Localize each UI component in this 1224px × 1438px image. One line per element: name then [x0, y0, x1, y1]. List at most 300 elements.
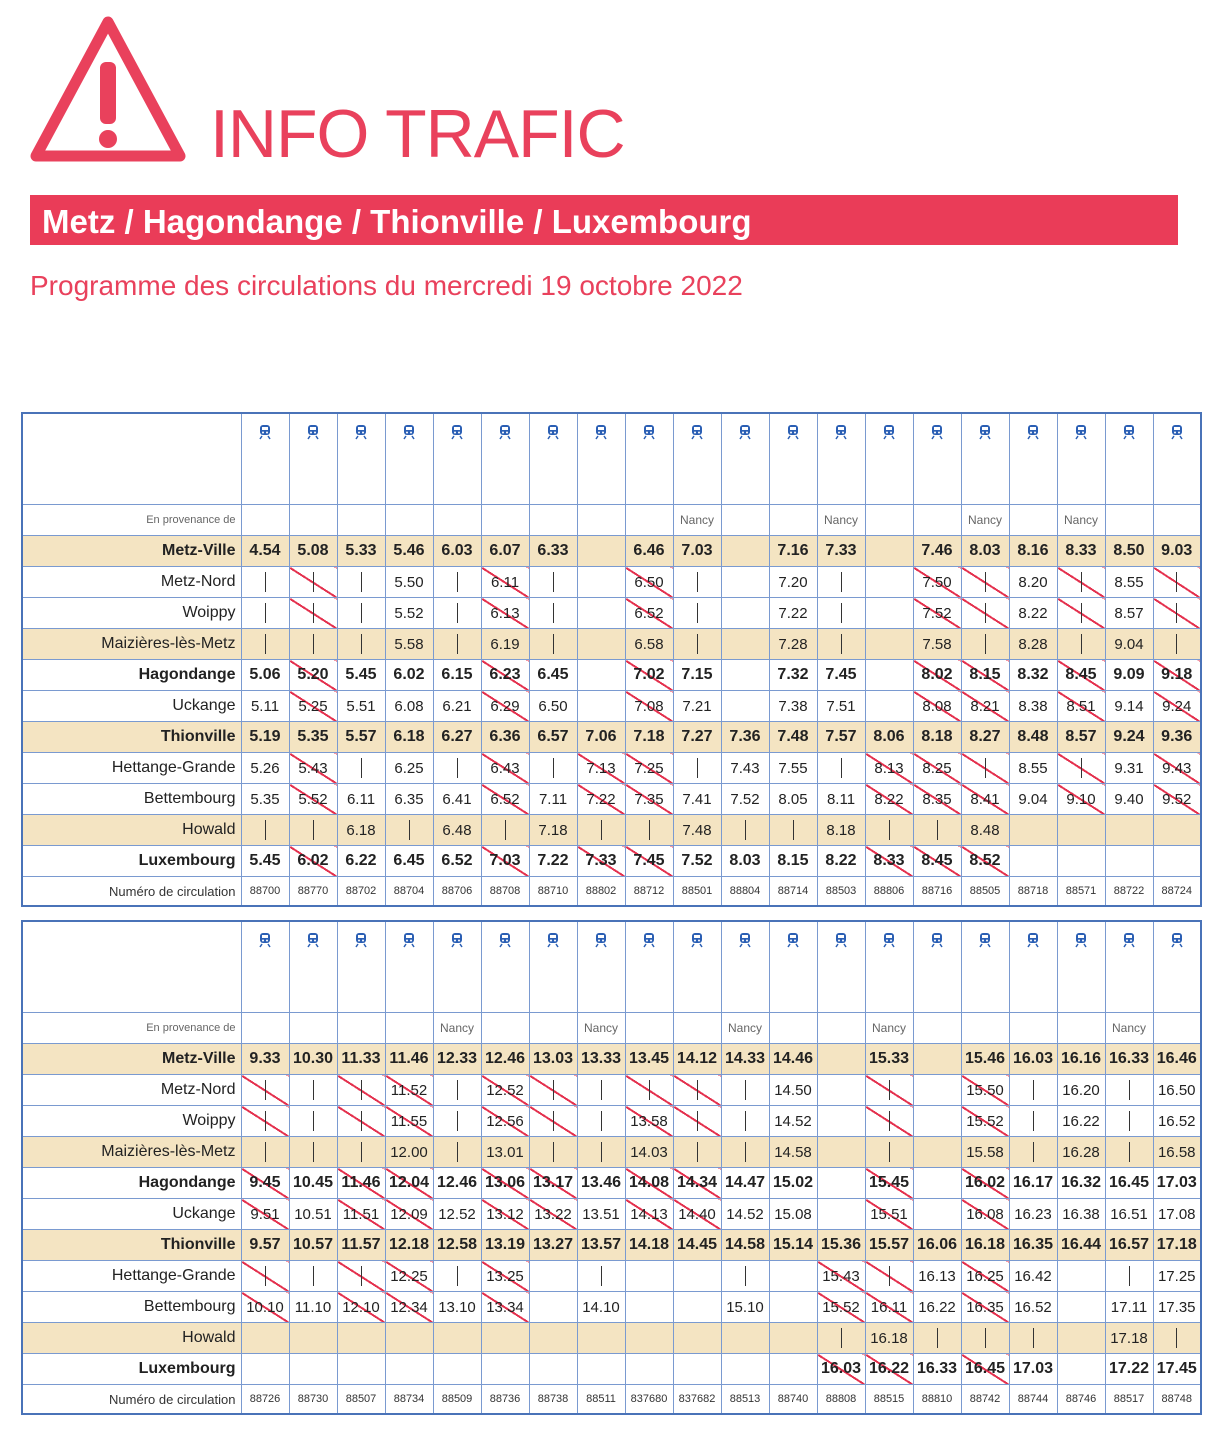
time-cell: 11.52	[385, 1075, 433, 1106]
pass-through-mark	[553, 758, 554, 778]
time-cell	[1057, 846, 1105, 877]
time-cell: 7.03	[481, 846, 529, 877]
time-cell: 6.08	[385, 691, 433, 722]
time-cell	[817, 598, 865, 629]
time-cell: 9.24	[1153, 691, 1201, 722]
time-cell: 7.36	[721, 722, 769, 753]
time-cell	[769, 1323, 817, 1354]
pass-through-mark	[1033, 1111, 1034, 1131]
time-cell: 5.52	[385, 598, 433, 629]
train-icon-cell	[385, 413, 433, 505]
pass-through-mark	[505, 820, 506, 840]
time-cell: 5.51	[337, 691, 385, 722]
time-cell	[433, 598, 481, 629]
pass-through-mark	[1081, 603, 1082, 623]
train-number-cell: 88710	[529, 877, 577, 907]
time-cell	[1105, 1137, 1153, 1168]
pass-through-mark	[265, 1142, 266, 1162]
time-cell	[673, 753, 721, 784]
station-row	[22, 629, 1201, 660]
train-icon	[258, 424, 272, 440]
train-icon-row	[22, 921, 1201, 1013]
station-row	[22, 1292, 1201, 1323]
time-cell: 14.45	[673, 1230, 721, 1261]
train-icon	[738, 424, 752, 440]
time-cell	[289, 1075, 337, 1106]
time-cell	[673, 1075, 721, 1106]
time-cell: 9.04	[1105, 629, 1153, 660]
time-cell: 13.22	[529, 1199, 577, 1230]
pass-through-mark	[889, 1080, 890, 1100]
time-cell: 7.21	[673, 691, 721, 722]
time-cell: 16.35	[1009, 1230, 1057, 1261]
train-number-cell: 88505	[961, 877, 1009, 907]
station-name: Hagondange	[22, 1168, 241, 1199]
train-icon	[1074, 424, 1088, 440]
time-cell: 13.10	[433, 1292, 481, 1323]
pass-through-mark	[889, 820, 890, 840]
provenance-cell	[1105, 505, 1153, 536]
pass-through-mark	[841, 572, 842, 592]
time-cell: 14.47	[721, 1168, 769, 1199]
time-cell	[1009, 846, 1057, 877]
pass-through-mark	[1176, 634, 1177, 654]
time-cell: 12.00	[385, 1137, 433, 1168]
time-cell: 5.45	[337, 660, 385, 691]
provenance-cell	[1009, 505, 1057, 536]
train-icon-cell	[961, 413, 1009, 505]
time-cell	[289, 1354, 337, 1385]
timetable-afternoon	[21, 920, 1202, 1415]
train-number-label: Numéro de circulation	[22, 877, 241, 907]
time-cell: 17.03	[1153, 1168, 1201, 1199]
provenance-cell: Nancy	[865, 1013, 913, 1044]
time-cell: 8.27	[961, 722, 1009, 753]
time-cell: 9.51	[241, 1199, 289, 1230]
time-cell	[337, 1354, 385, 1385]
train-number-cell: 88716	[913, 877, 961, 907]
train-icon	[498, 424, 512, 440]
time-cell	[337, 598, 385, 629]
time-cell: 6.52	[625, 598, 673, 629]
train-number-cell: 837680	[625, 1385, 673, 1415]
time-cell: 16.02	[961, 1168, 1009, 1199]
pass-through-mark	[697, 572, 698, 592]
train-number-cell: 88517	[1105, 1385, 1153, 1415]
time-cell: 6.29	[481, 691, 529, 722]
time-cell	[481, 815, 529, 846]
provenance-cell	[1009, 1013, 1057, 1044]
train-icon	[306, 932, 320, 948]
time-cell: 7.22	[577, 784, 625, 815]
time-cell	[1057, 815, 1105, 846]
pass-through-mark	[889, 1266, 890, 1286]
time-cell: 9.04	[1009, 784, 1057, 815]
time-cell: 12.10	[337, 1292, 385, 1323]
station-name: Bettembourg	[22, 784, 241, 815]
train-icon-cell	[1009, 921, 1057, 1013]
pass-through-mark	[745, 1142, 746, 1162]
time-cell	[577, 1354, 625, 1385]
time-cell: 5.33	[337, 536, 385, 567]
station-row	[22, 784, 1201, 815]
time-cell	[721, 691, 769, 722]
time-cell: 15.58	[961, 1137, 1009, 1168]
time-cell: 14.46	[769, 1044, 817, 1075]
time-cell	[481, 1354, 529, 1385]
time-cell: 6.57	[529, 722, 577, 753]
pass-through-mark	[697, 1142, 698, 1162]
time-cell: 9.45	[241, 1168, 289, 1199]
pass-through-mark	[265, 1080, 266, 1100]
time-cell	[817, 1075, 865, 1106]
time-cell: 16.44	[1057, 1230, 1105, 1261]
time-cell: 8.03	[721, 846, 769, 877]
station-row	[22, 1075, 1201, 1106]
pass-through-mark	[1129, 1142, 1130, 1162]
pass-through-mark	[745, 1111, 746, 1131]
time-cell	[625, 1323, 673, 1354]
time-cell	[1057, 629, 1105, 660]
time-cell: 6.41	[433, 784, 481, 815]
time-cell	[1009, 1106, 1057, 1137]
train-icon-cell	[289, 413, 337, 505]
pass-through-mark	[985, 603, 986, 623]
header-spacer	[22, 921, 241, 1013]
time-cell: 13.06	[481, 1168, 529, 1199]
train-icon-cell	[433, 921, 481, 1013]
train-icon	[450, 932, 464, 948]
pass-through-mark	[889, 1142, 890, 1162]
time-cell	[241, 1106, 289, 1137]
time-cell: 13.33	[577, 1044, 625, 1075]
train-number-cell: 88726	[241, 1385, 289, 1415]
pass-through-mark	[457, 758, 458, 778]
time-cell: 9.14	[1105, 691, 1153, 722]
station-row	[22, 1168, 1201, 1199]
time-cell	[817, 1106, 865, 1137]
time-cell	[529, 1075, 577, 1106]
provenance-cell	[817, 1013, 865, 1044]
time-cell	[625, 1261, 673, 1292]
train-icon	[306, 424, 320, 440]
train-icon	[1074, 932, 1088, 948]
time-cell	[625, 1354, 673, 1385]
time-cell: 8.38	[1009, 691, 1057, 722]
time-cell	[721, 1137, 769, 1168]
time-cell: 17.22	[1105, 1354, 1153, 1385]
train-icon-cell	[1105, 921, 1153, 1013]
time-cell	[961, 567, 1009, 598]
train-icon	[690, 424, 704, 440]
pass-through-mark	[697, 634, 698, 654]
time-cell	[721, 598, 769, 629]
time-cell	[337, 1075, 385, 1106]
time-cell	[241, 598, 289, 629]
pass-through-mark	[1033, 1080, 1034, 1100]
time-cell	[1105, 1075, 1153, 1106]
time-cell: 9.52	[1153, 784, 1201, 815]
train-icon-cell	[817, 413, 865, 505]
time-cell	[433, 1106, 481, 1137]
pass-through-mark	[553, 1080, 554, 1100]
time-cell: 6.18	[385, 722, 433, 753]
time-cell: 17.35	[1153, 1292, 1201, 1323]
train-icon-cell	[529, 413, 577, 505]
train-icon	[354, 424, 368, 440]
provenance-cell	[577, 505, 625, 536]
time-cell: 8.32	[1009, 660, 1057, 691]
time-cell: 11.46	[337, 1168, 385, 1199]
time-cell	[673, 1354, 721, 1385]
train-number-cell: 88501	[673, 877, 721, 907]
time-cell	[817, 753, 865, 784]
time-cell	[289, 629, 337, 660]
pass-through-mark	[313, 572, 314, 592]
time-cell: 16.50	[1153, 1075, 1201, 1106]
time-cell	[529, 1292, 577, 1323]
time-cell	[769, 1261, 817, 1292]
time-cell: 15.36	[817, 1230, 865, 1261]
time-cell	[529, 1106, 577, 1137]
pass-through-mark	[937, 820, 938, 840]
provenance-cell: Nancy	[577, 1013, 625, 1044]
time-cell: 8.11	[817, 784, 865, 815]
train-icon	[594, 932, 608, 948]
train-number-cell: 88804	[721, 877, 769, 907]
pass-through-mark	[265, 1111, 266, 1131]
time-cell: 17.25	[1153, 1261, 1201, 1292]
time-cell	[1057, 1323, 1105, 1354]
train-icon-cell	[529, 921, 577, 1013]
provenance-cell	[529, 1013, 577, 1044]
time-cell	[961, 598, 1009, 629]
pass-through-mark	[457, 1080, 458, 1100]
time-cell: 8.45	[1057, 660, 1105, 691]
train-icon-cell	[385, 921, 433, 1013]
time-cell	[1057, 567, 1105, 598]
pass-through-mark	[745, 1080, 746, 1100]
train-icon-cell	[289, 921, 337, 1013]
time-cell	[433, 1323, 481, 1354]
train-number-cell: 88513	[721, 1385, 769, 1415]
time-cell: 11.10	[289, 1292, 337, 1323]
provenance-cell	[1153, 505, 1201, 536]
time-cell: 16.18	[961, 1230, 1009, 1261]
train-number-cell: 88511	[577, 1385, 625, 1415]
time-cell	[961, 753, 1009, 784]
pass-through-mark	[265, 634, 266, 654]
provenance-cell	[241, 505, 289, 536]
train-icon	[1170, 424, 1184, 440]
time-cell: 8.15	[961, 660, 1009, 691]
train-icon-cell	[577, 413, 625, 505]
time-cell	[337, 1261, 385, 1292]
pass-through-mark	[457, 603, 458, 623]
time-cell	[817, 567, 865, 598]
train-icon-cell	[625, 413, 673, 505]
time-cell: 16.20	[1057, 1075, 1105, 1106]
time-cell: 16.51	[1105, 1199, 1153, 1230]
time-cell: 6.02	[385, 660, 433, 691]
time-cell	[433, 567, 481, 598]
time-cell: 8.03	[961, 536, 1009, 567]
time-cell	[1057, 1292, 1105, 1323]
time-cell: 8.55	[1105, 567, 1153, 598]
time-cell	[577, 1106, 625, 1137]
time-cell	[865, 660, 913, 691]
time-cell	[625, 815, 673, 846]
time-cell: 5.35	[289, 722, 337, 753]
train-icon	[786, 932, 800, 948]
time-cell	[433, 753, 481, 784]
pass-through-mark	[1129, 1266, 1130, 1286]
station-name: Maizières-lès-Metz	[22, 1137, 241, 1168]
pass-through-mark	[361, 1142, 362, 1162]
time-cell	[913, 1168, 961, 1199]
time-cell	[1057, 753, 1105, 784]
train-number-cell: 88704	[385, 877, 433, 907]
time-cell: 15.52	[961, 1106, 1009, 1137]
time-cell	[1057, 598, 1105, 629]
station-name: Thionville	[22, 722, 241, 753]
train-number-cell: 88738	[529, 1385, 577, 1415]
time-cell	[433, 1075, 481, 1106]
station-row	[22, 846, 1201, 877]
time-cell: 9.57	[241, 1230, 289, 1261]
time-cell: 13.58	[625, 1106, 673, 1137]
train-icon	[354, 932, 368, 948]
train-number-cell: 88571	[1057, 877, 1105, 907]
train-icon	[834, 424, 848, 440]
time-cell: 7.22	[529, 846, 577, 877]
time-cell: 9.40	[1105, 784, 1153, 815]
time-cell: 5.25	[289, 691, 337, 722]
time-cell: 6.50	[625, 567, 673, 598]
time-cell: 9.10	[1057, 784, 1105, 815]
time-cell: 8.05	[769, 784, 817, 815]
train-icon-cell	[241, 921, 289, 1013]
pass-through-mark	[361, 758, 362, 778]
time-cell	[577, 691, 625, 722]
time-cell	[817, 1199, 865, 1230]
time-cell	[961, 1323, 1009, 1354]
time-cell: 16.16	[1057, 1044, 1105, 1075]
time-cell	[673, 1261, 721, 1292]
station-row	[22, 1137, 1201, 1168]
time-cell: 7.32	[769, 660, 817, 691]
time-cell: 7.03	[673, 536, 721, 567]
train-icon-cell	[577, 921, 625, 1013]
time-cell	[865, 1261, 913, 1292]
time-cell	[673, 598, 721, 629]
time-cell: 9.43	[1153, 753, 1201, 784]
time-cell: 8.21	[961, 691, 1009, 722]
provenance-cell	[385, 505, 433, 536]
time-cell: 12.34	[385, 1292, 433, 1323]
time-cell: 7.50	[913, 567, 961, 598]
train-number-cell: 88714	[769, 877, 817, 907]
pass-through-mark	[361, 1266, 362, 1286]
pass-through-mark	[265, 603, 266, 623]
pass-through-mark	[793, 820, 794, 840]
time-cell	[721, 536, 769, 567]
provenance-cell	[673, 1013, 721, 1044]
pass-through-mark	[457, 1266, 458, 1286]
time-cell: 8.06	[865, 722, 913, 753]
page-title: INFO TRAFIC	[210, 96, 625, 172]
pass-through-mark	[265, 572, 266, 592]
train-number-cell: 88806	[865, 877, 913, 907]
time-cell: 8.48	[961, 815, 1009, 846]
train-number-cell: 88702	[337, 877, 385, 907]
time-cell: 7.52	[673, 846, 721, 877]
train-number-cell: 88509	[433, 1385, 481, 1415]
pass-through-mark	[457, 1111, 458, 1131]
time-cell	[817, 1044, 865, 1075]
time-cell	[433, 629, 481, 660]
time-cell: 8.57	[1057, 722, 1105, 753]
station-name: Hettange-Grande	[22, 753, 241, 784]
time-cell	[865, 629, 913, 660]
time-cell: 13.01	[481, 1137, 529, 1168]
time-cell: 8.50	[1105, 536, 1153, 567]
time-cell: 16.06	[913, 1230, 961, 1261]
train-number-cell: 88802	[577, 877, 625, 907]
time-cell: 16.03	[1009, 1044, 1057, 1075]
time-cell: 8.22	[865, 784, 913, 815]
pass-through-mark	[601, 1111, 602, 1131]
time-cell	[577, 629, 625, 660]
train-number-cell: 88736	[481, 1385, 529, 1415]
time-cell	[577, 815, 625, 846]
time-cell: 14.33	[721, 1044, 769, 1075]
provenance-cell	[289, 505, 337, 536]
train-icon-cell	[865, 921, 913, 1013]
train-icon	[402, 424, 416, 440]
time-cell	[769, 815, 817, 846]
time-cell	[673, 1137, 721, 1168]
time-cell: 7.25	[625, 753, 673, 784]
time-cell: 17.11	[1105, 1292, 1153, 1323]
train-icon-cell	[769, 413, 817, 505]
time-cell	[721, 1261, 769, 1292]
time-cell: 6.21	[433, 691, 481, 722]
time-cell: 9.03	[1153, 536, 1201, 567]
time-cell: 5.46	[385, 536, 433, 567]
train-icon	[1122, 932, 1136, 948]
time-cell: 16.58	[1153, 1137, 1201, 1168]
pass-through-mark	[985, 758, 986, 778]
time-cell: 14.50	[769, 1075, 817, 1106]
time-cell	[961, 629, 1009, 660]
train-icon	[1026, 424, 1040, 440]
time-cell: 15.43	[817, 1261, 865, 1292]
train-number-cell: 88700	[241, 877, 289, 907]
pass-through-mark	[841, 603, 842, 623]
pass-through-mark	[265, 1266, 266, 1286]
time-cell	[625, 1292, 673, 1323]
pass-through-mark	[601, 1266, 602, 1286]
time-cell: 9.36	[1153, 722, 1201, 753]
time-cell: 11.33	[337, 1044, 385, 1075]
station-row	[22, 1230, 1201, 1261]
time-cell: 16.13	[913, 1261, 961, 1292]
pass-through-mark	[841, 1328, 842, 1348]
time-cell	[1105, 846, 1153, 877]
station-row	[22, 660, 1201, 691]
time-cell	[721, 815, 769, 846]
